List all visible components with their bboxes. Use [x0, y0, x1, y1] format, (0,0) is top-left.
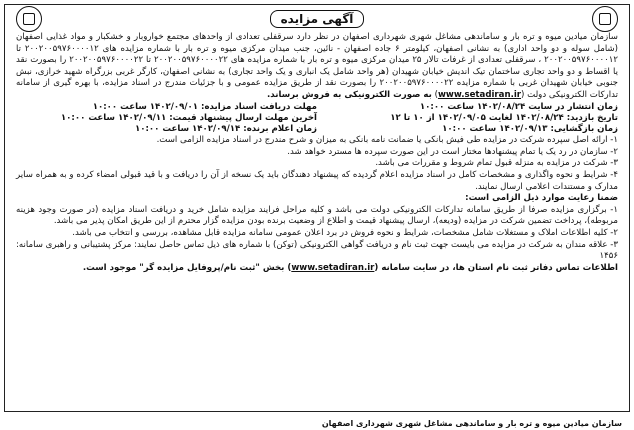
- note-2: ۲- کلیه اطلاعات املاک و مستغلات شامل مشخصات، شرایط و نحوه فروش در برد اعلان عمومی سامانه مزایده قابل مشاهده، بررسی و انتخاب می باشد.: [72, 227, 618, 238]
- intro-end-text: به صورت الکترونیکی به فروش برساند.: [267, 89, 432, 100]
- contact-line: [16, 263, 618, 275]
- term-1: ۱- ارائه اصل سپرده شرکت در مزایده طی فیش بانکی یا ضمانت نامه بانکی به میزان و شرح مندرج در اسناد مزایده الزامی است.: [156, 135, 618, 146]
- intro-text: سازمان میادین میوه و تره بار و ساماندهی مشاغل شهری شهرداری اصفهان در نظر دارد سرقفلی تعدادی از واحدهای مجتمع خواروبار و خشکبار و مواد غذایی اصفهان (شامل سوله و دو واحد اداری) به نشانی اصفهان، کیلومتر ۶ جاده اصفهان - نائین، جنب میدان مرکزی میوه و تره بار با شماره مزایده های ۲۰۰۲۰۰۵۹۷۶۰۰۰۰۱۲ تا ۲۰۰۲۰۰۵۹۷۶۰۰۰۰۱۲ ، سرقفلی تعدادی از غرفات تالار ۲۵ میدان مرکزی میوه و تره بار با شماره مزایده های ۲۰۰۲۰۰۵۹۷۶۰۰۰۰۲۲ تا ۲۰۰۲۰۰۵۹۷۶۰۰۰۰۲۲ را بصورت نقد یا اقساط و دو واحد تجاری ساختمان تیک اندیش خیابان شهیدان (هر واحد شامل یک انباری و یک واحد تجاری) به نشانی اصفهان، کارگر غربی بزرگراه شهید خرازی، نبش جنوبی خیابان شهیدان غربی با شماره مزایده ۲۰۰۲۰۰۵۹۷۶۰۰۰۰۲۲ را بصورت نقد از طریق مزایده عمومی و با جزئیات مندرج در اسناد مزایده، با بهره گیری از سامانه تدارکات الکترونیکی دولت: [16, 32, 618, 100]
- intro-paragraph: سازمان میادین میوه و تره بار و ساماندهی مشاغل شهری شهرداری اصفهان در نظر دارد سرقفلی تعدادی از واحدهای مجتمع خواروبار و خشکبار و مواد غذایی اصفهان (شامل سوله و دو واحد اداری) به نشانی اصفهان، کیلومتر ۶ جاده اصفهان - نائین، جنب میدان مرکزی میوه و تره بار با شماره مزایده های ۲۰۰۲۰۰۵۹۷۶۰۰۰۰۱۲ تا ۲۰۰۲۰۰۵۹۷۶۰۰۰۰۱۲ ، سرقفلی تعدادی از غرفات تالار ۲۵ میدان مرکزی میوه و تره بار با شماره مزایده های ۲۰۰۲۰۰۵۹۷۶۰۰۰۰۲۲ تا ۲۰۰۲۰۰۵۹۷۶۰۰۰۰۲۲ را بصورت نقد یا اقساط و دو واحد تجاری ساختمان تیک اندیش خیابان شهیدان (هر واحد شامل یک انباری و یک واحد تجاری) به نشانی اصفهان، کارگر غربی بزرگراه شهید خرازی، نبش جنوبی خیابان شهیدان غربی با شماره مزایده ۲۰۰۲۰۰۵۹۷۶۰۰۰۰۲۲ را بصورت نقد از طریق مزایده عمومی و با جزئیات مندرج در اسناد مزایده، با بهره گیری از سامانه تدارکات الکترونیکی دولت (www.setadiran.ir) به صورت الکترونیکی به فروش برساند.: [16, 32, 618, 100]
- winner-announce-date: زمان اعلام برنده: ۱۴۰۲/۰۹/۱۴ ساعت ۱۰:۰۰: [134, 123, 317, 134]
- ad-title: [6, 10, 628, 28]
- ad-title-text: آگهی مزایده: [270, 10, 365, 28]
- contact-prefix: اطلاعات تماس دفاتر ثبت نام استان ها، در سایت سامانه (: [374, 262, 618, 273]
- contact-link[interactable]: www.setadiran.ir: [291, 262, 375, 273]
- note-1: ۱- برگزاری مزایده صرفا از طریق سامانه تدارکات الکترونیکی دولت می باشد و کلیه مراحل فرایند مزایده شامل خرید و دریافت اسناد مزایده (در صورت وجود هزینه مربوطه)، پرداخت تضمین شرکت در مزایده (ودیعه)، ارسال پیشنهاد قیمت و اطلاع از وضعیت برنده بودن مزایده گزار محترم از این طریق امکان پذیر می باشد.: [16, 204, 618, 227]
- schedule-block: [16, 102, 618, 136]
- contact-suffix: ) بخش "ثبت نام/پروفایل مزایده گر" موجود است.: [82, 262, 292, 273]
- docs-deadline: مهلت دریافت اسناد مزایده: ۱۴۰۲/۰۹/۰۱ ساعت ۱۰:۰۰: [92, 101, 317, 112]
- ad-body: [6, 32, 628, 274]
- municipality-logo-icon: [592, 6, 618, 32]
- note-3: ۳- علاقه مندان به شرکت در مزایده می بایست جهت ثبت نام و دریافت گواهی الکترونیکی (توکن) با شماره های ذیل تماس حاصل نمایند: مرکز پشتیبانی و راهبری سامانه: ۱۴۵۶: [16, 239, 618, 262]
- offer-deadline: آخرین مهلت ارسال پیشنهاد قیمت: ۱۴۰۲/۰۹/۱۱ ساعت ۱۰:۰۰: [60, 112, 317, 123]
- visit-date: تاریخ بازدید: ۱۴۰۲/۰۸/۲۴ لغایت ۱۴۰۲/۰۹/۰۵ از ۱۰ تا ۱۲: [390, 112, 618, 123]
- schedule-col-right: [317, 102, 618, 136]
- publish-date: زمان انتشار در سایت ۱۴۰۲/۰۸/۲۴ ساعت ۱۰:۰۰: [419, 101, 618, 112]
- ad-header: [6, 4, 628, 32]
- notes-title: ضمنا رعایت موارد ذیل الزامی است:: [465, 193, 618, 204]
- term-4: ۴- شرایط و نحوه واگذاری و مشخصات کامل در اسناد مزایده اعلام گردیده که پیشنهاد دهندگان باید یک نسخه از آن را دریافت و با قید قبولی امضاء کرده و به همراه سایر مدارک و مستندات اعلامی ارسال نمایند.: [16, 169, 618, 192]
- opening-date: زمان بازگشایی: ۱۴۰۲/۰۹/۱۳ ساعت ۱۰:۰۰: [442, 123, 618, 134]
- term-2: ۲- سازمان در رد یک یا تمام پیشنهادها مختار است در این صورت سپرده ها مسترد خواهد شد.: [287, 146, 618, 157]
- setadiran-link[interactable]: www.setadiran.ir: [437, 89, 522, 100]
- term-3: ۳- شرکت در مزایده به منزله قبول تمام شروط و مقررات می باشد.: [375, 158, 618, 169]
- schedule-col-left: [16, 102, 317, 136]
- ad-footer: سازمان میادین میوه و تره بار و ساماندهی مشاغل شهری شهرداری اصفهان: [321, 419, 622, 428]
